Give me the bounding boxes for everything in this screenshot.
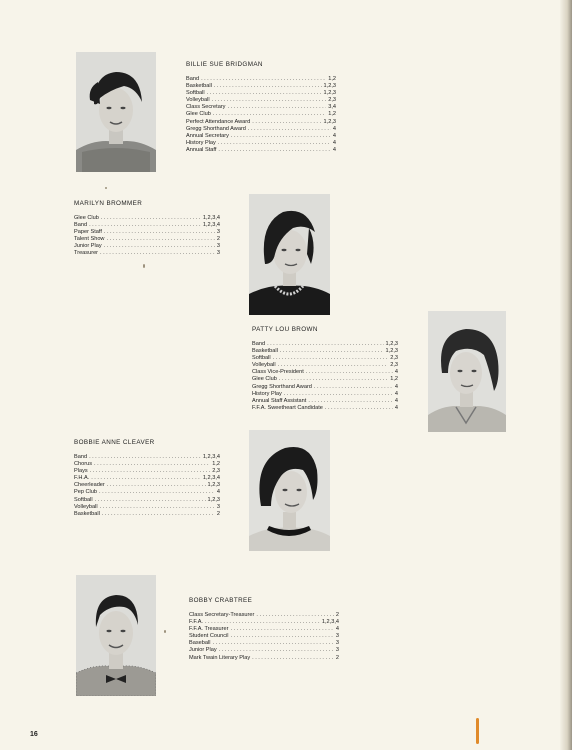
activity-label: Talent Show [74, 236, 105, 243]
leader-dots [267, 341, 383, 348]
activity-years: 4 [394, 397, 398, 404]
leader-dots [308, 398, 393, 405]
activity-label: Basketball [74, 510, 100, 517]
activity-row [74, 482, 220, 489]
activity-row [252, 384, 398, 391]
activity-row [189, 626, 339, 633]
activity-row [74, 511, 220, 518]
activity-row [74, 229, 220, 236]
activity-label: Baseball [189, 640, 211, 647]
activity-row [252, 341, 398, 348]
activity-row [252, 398, 398, 405]
activity-years: 4 [332, 132, 336, 139]
leader-dots [90, 468, 211, 475]
activity-label: Pep Club [74, 489, 98, 496]
activity-row [74, 475, 220, 482]
activity-row [252, 355, 398, 362]
activity-row [189, 655, 339, 662]
activity-label: History Play [252, 390, 282, 397]
activity-label: Treasurer [74, 250, 99, 257]
activity-row [252, 348, 398, 355]
portrait-photo-crabtree [76, 575, 156, 696]
activity-row [186, 76, 336, 83]
activity-years: 1,2,3 [207, 496, 220, 503]
leader-dots [106, 236, 214, 243]
activity-years: 1,2,3,4 [202, 215, 220, 221]
leader-dots [256, 612, 333, 619]
leader-dots [231, 633, 334, 640]
activity-row [186, 126, 336, 133]
activity-row [74, 250, 220, 257]
activity-years: 4 [394, 369, 398, 376]
activity-label: Glee Club [74, 215, 99, 221]
activity-row [186, 83, 336, 90]
leader-dots [278, 362, 389, 369]
paper-stain [476, 718, 479, 744]
activity-years: 3 [216, 250, 220, 257]
leader-dots [279, 376, 388, 383]
binding-spine [560, 0, 572, 750]
activity-label: Class Secretary [186, 104, 226, 111]
activity-label: Volleyball [252, 362, 276, 369]
activity-years: 3 [216, 503, 220, 510]
activity-years: 2,3 [390, 362, 398, 369]
activity-row [189, 640, 339, 647]
leader-dots [104, 243, 215, 250]
leader-dots [212, 640, 333, 647]
activity-years: 4 [332, 125, 336, 132]
activity-years: 1,2 [328, 76, 336, 82]
activity-years: 4 [394, 404, 398, 411]
activity-label: F.H.A. [74, 475, 90, 482]
paper-speck [164, 630, 166, 633]
activity-row [74, 461, 220, 468]
leader-dots [284, 391, 393, 398]
activity-row [186, 90, 336, 97]
activity-label: F.F.A. [189, 619, 203, 626]
activity-row [186, 111, 336, 118]
activity-years: 3 [335, 640, 339, 647]
activity-label: Cheerleader [74, 482, 105, 489]
activity-years: 1,2 [212, 461, 220, 468]
activity-years: 3 [335, 647, 339, 654]
leader-dots [99, 489, 215, 496]
leader-dots [212, 97, 327, 104]
activity-years: 1,2,3,4 [202, 475, 220, 482]
activity-label: Glee Club [252, 376, 277, 383]
activity-row [189, 647, 339, 654]
activity-row [74, 454, 220, 461]
activity-label: F.F.A. Treasurer [189, 626, 229, 633]
activity-label: Basketball [186, 83, 212, 90]
activity-row [186, 104, 336, 111]
leader-dots [314, 384, 393, 391]
activity-row [189, 612, 339, 619]
leader-dots [214, 83, 322, 90]
activity-list [189, 612, 339, 662]
activity-row [186, 140, 336, 147]
portrait-photo-bridgman [76, 52, 156, 172]
activity-row [74, 222, 220, 229]
activity-years: 2,3 [328, 97, 336, 104]
portrait-photo-brown [428, 311, 506, 432]
leader-dots [280, 348, 384, 355]
activity-years: 2 [216, 236, 220, 243]
activity-list [74, 454, 220, 518]
activity-list [74, 215, 220, 258]
activity-label: Annual Staff [186, 146, 217, 153]
leader-dots [100, 250, 215, 257]
activity-row [74, 504, 220, 511]
activity-years: 4 [332, 146, 336, 153]
leader-dots [252, 119, 321, 126]
portrait-photo-brommer [249, 194, 330, 315]
activity-row [252, 369, 398, 376]
activity-label: Annual Staff Assistant [252, 397, 307, 404]
activity-years: 2 [335, 654, 339, 661]
senior-name: PATTY LOU BROWN [252, 326, 318, 333]
activity-years: 2 [335, 612, 339, 618]
activity-label: Mark Twain Literary Play [189, 654, 251, 661]
activity-label: Band [74, 454, 88, 460]
activity-years: 4 [335, 626, 339, 633]
activity-label: Band [186, 76, 200, 82]
portrait-photo-cleaver [249, 430, 330, 551]
activity-years: 1,2 [328, 111, 336, 118]
leader-dots [306, 369, 393, 376]
activity-row [252, 362, 398, 369]
leader-dots [248, 126, 331, 133]
activity-years: 1,2,3 [385, 348, 398, 355]
leader-dots [218, 140, 331, 147]
activity-label: Band [252, 341, 266, 347]
leader-dots [219, 647, 334, 654]
activity-label: Softball [252, 355, 271, 362]
activity-row [186, 97, 336, 104]
leader-dots [94, 461, 210, 468]
activity-label: Junior Play [189, 647, 217, 654]
page-number: 16 [30, 731, 38, 738]
leader-dots [273, 355, 389, 362]
activity-row [186, 119, 336, 126]
leader-dots [252, 655, 334, 662]
activity-years: 4 [394, 390, 398, 397]
activity-label: Plays [74, 468, 88, 475]
activity-label: Class Vice-President [252, 369, 304, 376]
leader-dots [231, 133, 331, 140]
activity-label: Junior Play [74, 243, 102, 250]
activity-years: 2 [216, 510, 220, 517]
activity-years: 4 [394, 383, 398, 390]
activity-years: 1,2,3 [323, 90, 336, 97]
activity-label: Gregg Shorthand Award [252, 383, 312, 390]
activity-row [252, 405, 398, 412]
activity-row [252, 391, 398, 398]
activity-row [74, 497, 220, 504]
activity-label: Softball [74, 496, 93, 503]
leader-dots [100, 504, 215, 511]
activity-label: Class Secretary-Treasurer [189, 612, 255, 618]
leader-dots [325, 405, 393, 412]
activity-label: Glee Club [186, 111, 211, 118]
activity-years: 3,4 [328, 104, 336, 111]
activity-years: 1,2,3,4 [321, 619, 339, 626]
activity-label: Band [74, 222, 88, 229]
activity-label: Perfect Attendance Award [186, 118, 251, 125]
activity-row [74, 489, 220, 496]
paper-speck [143, 264, 145, 268]
activity-label: Student Council [189, 633, 229, 640]
senior-name: MARILYN BROMMER [74, 200, 143, 207]
leader-dots [205, 619, 320, 626]
activity-row [186, 133, 336, 140]
activity-row [189, 619, 339, 626]
activity-years: 2,3 [390, 355, 398, 362]
leader-dots [89, 454, 201, 461]
leader-dots [218, 147, 331, 154]
leader-dots [227, 104, 326, 111]
activity-label: Volleyball [186, 97, 210, 104]
activity-label: Chorus [74, 461, 93, 468]
activity-years: 1,2,3 [323, 118, 336, 125]
leader-dots [107, 482, 206, 489]
leader-dots [230, 626, 333, 633]
activity-label: F.F.A. Sweetheart Candidate [252, 404, 323, 411]
activity-years: 1,2,3,4 [202, 454, 220, 460]
activity-row [74, 243, 220, 250]
leader-dots [89, 222, 201, 229]
activity-years: 4 [216, 489, 220, 496]
activity-years: 3 [216, 229, 220, 236]
leader-dots [207, 90, 322, 97]
activity-row [74, 215, 220, 222]
activity-years: 3 [216, 243, 220, 250]
senior-name: BOBBY CRABTREE [189, 597, 253, 604]
activity-label: History Play [186, 139, 216, 146]
senior-name: BILLIE SUE BRIDGMAN [186, 61, 263, 68]
paper-speck [105, 187, 107, 189]
activity-years: 1,2,3 [323, 83, 336, 90]
activity-label: Basketball [252, 348, 278, 355]
activity-label: Gregg Shorthand Award [186, 125, 246, 132]
activity-row [186, 147, 336, 154]
activity-years: 4 [332, 139, 336, 146]
activity-row [252, 376, 398, 383]
leader-dots [91, 475, 201, 482]
leader-dots [95, 497, 206, 504]
leader-dots [102, 511, 215, 518]
activity-list [186, 76, 336, 154]
leader-dots [213, 111, 326, 118]
activity-years: 3 [335, 633, 339, 640]
activity-years: 1,2,3 [207, 482, 220, 489]
activity-label: Softball [186, 90, 205, 97]
activity-label: Annual Secretary [186, 132, 229, 139]
leader-dots [101, 215, 201, 222]
activity-years: 1,2 [390, 376, 398, 383]
activity-row [74, 236, 220, 243]
leader-dots [201, 76, 326, 83]
activity-years: 1,2,3,4 [202, 222, 220, 229]
activity-label: Paper Staff [74, 229, 102, 236]
activity-years: 2,3 [212, 468, 220, 475]
senior-name: BOBBIE ANNE CLEAVER [74, 439, 155, 446]
activity-row [189, 633, 339, 640]
leader-dots [104, 229, 215, 236]
activity-label: Volleyball [74, 503, 98, 510]
activity-list [252, 341, 398, 412]
activity-row [74, 468, 220, 475]
activity-years: 1,2,3 [385, 341, 398, 347]
